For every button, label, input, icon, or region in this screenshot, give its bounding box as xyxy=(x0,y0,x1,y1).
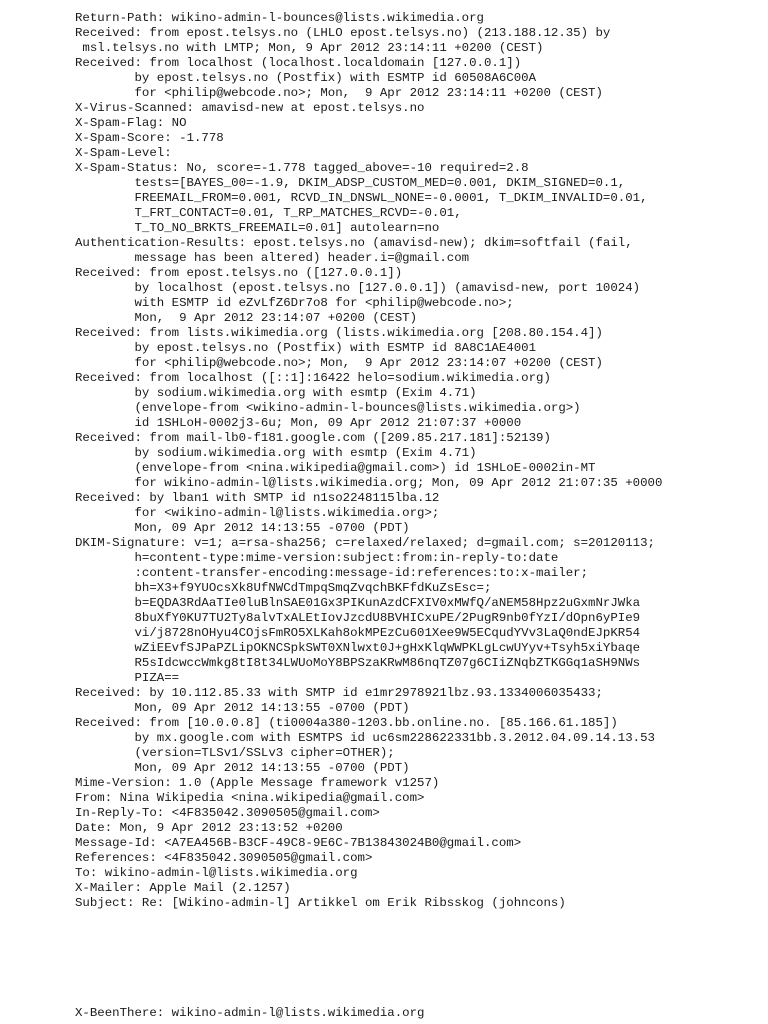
header-line: id 1SHLoH-0002j3-6u; Mon, 09 Apr 2012 21:07:37 +0000 xyxy=(75,416,522,430)
email-headers-block xyxy=(75,11,755,911)
header-line: Authentication-Results: epost.telsys.no (amavisd-new); dkim=softfail (fail, xyxy=(75,236,633,250)
header-line: message has been altered) header.i=@gmail.com xyxy=(75,251,470,265)
header-line: Received: by 10.112.85.33 with SMTP id e1mr2978921lbz.93.1334006035433; xyxy=(75,686,603,700)
header-line: by epost.telsys.no (Postfix) with ESMTP id 60508A6C00A xyxy=(75,71,537,85)
header-line: msl.telsys.no with LMTP; Mon, 9 Apr 2012 23:14:11 +0200 (CEST) xyxy=(75,41,544,55)
header-line: Received: from lists.wikimedia.org (lists.wikimedia.org [208.80.154.4]) xyxy=(75,326,603,340)
header-line: DKIM-Signature: v=1; a=rsa-sha256; c=relaxed/relaxed; d=gmail.com; s=20120113; xyxy=(75,536,655,550)
header-line: (envelope-from <nina.wikipedia@gmail.com>) id 1SHLoE-0002in-MT xyxy=(75,461,596,475)
header-line: In-Reply-To: <4F835042.3090505@gmail.com> xyxy=(75,806,380,820)
header-line: Received: by lban1 with SMTP id n1so2248115lba.12 xyxy=(75,491,440,505)
header-line: for <philip@webcode.no>; Mon, 9 Apr 2012 23:14:07 +0200 (CEST) xyxy=(75,356,603,370)
header-line: X-Spam-Flag: NO xyxy=(75,116,187,130)
header-line: Subject: Re: [Wikino-admin-l] Artikkel om Erik Ribsskog (johncons) xyxy=(75,896,566,910)
header-line: X-Spam-Level: xyxy=(75,146,172,160)
header-line: X-Spam-Score: -1.778 xyxy=(75,131,224,145)
header-line: Received: from epost.telsys.no ([127.0.0.1]) xyxy=(75,266,403,280)
header-line: Mon, 09 Apr 2012 14:13:55 -0700 (PDT) xyxy=(75,521,410,535)
header-line: Mon, 09 Apr 2012 14:13:55 -0700 (PDT) xyxy=(75,701,410,715)
header-line: b=EQDA3RdAaTIe0luBlnSAE01Gx3PIKunAzdCFXIV0xMWfQ/aNEM58Hpz2uGxmNrJWka xyxy=(75,596,641,610)
header-line: vi/j8728nOHyu4COjsFmRO5XLKah8okMPEzCu601Xee9W5ECqudYVv3LaQ0ndEJpKR54 xyxy=(75,626,641,640)
header-line: :content-transfer-encoding:message-id:references:to:x-mailer; xyxy=(75,566,589,580)
header-line: From: Nina Wikipedia <nina.wikipedia@gmail.com> xyxy=(75,791,425,805)
header-line: R5sIdcwccWmkg8tI8t34LWUoMoY8BPSzaKRwM86nqTZ07g6CIiZNqbZTKGGq1aSH9NWs xyxy=(75,656,641,670)
header-line: wZiEEvfSJPaPZLipOKNCSpkSWT0XNlwxt0J+gHxKlqWWPKLgLcwUYyv+Tsyh5xiYbaqe xyxy=(75,641,641,655)
header-line: by sodium.wikimedia.org with esmtp (Exim 4.71) xyxy=(75,386,477,400)
header-line: Mon, 9 Apr 2012 23:14:07 +0200 (CEST) xyxy=(75,311,418,325)
header-line: Return-Path: wikino-admin-l-bounces@lists.wikimedia.org xyxy=(75,11,484,25)
header-line: for <philip@webcode.no>; Mon, 9 Apr 2012 23:14:11 +0200 (CEST) xyxy=(75,86,603,100)
header-line: by epost.telsys.no (Postfix) with ESMTP id 8A8C1AE4001 xyxy=(75,341,537,355)
header-line: Date: Mon, 9 Apr 2012 23:13:52 +0200 xyxy=(75,821,343,835)
header-line: for <wikino-admin-l@lists.wikimedia.org>; xyxy=(75,506,440,520)
header-line: Message-Id: <A7EA456B-B3CF-49C8-9E6C-7B13843024B0@gmail.com> xyxy=(75,836,522,850)
header-line: tests=[BAYES_00=-1.9, DKIM_ADSP_CUSTOM_MED=0.001, DKIM_SIGNED=0.1, xyxy=(75,176,626,190)
header-line: bh=X3+f9YUOcsXk8UfNWCdTmpqSmqZvqchBKFfdKuZsEsc=; xyxy=(75,581,492,595)
header-line: Received: from epost.telsys.no (LHLO epost.telsys.no) (213.188.12.35) by xyxy=(75,26,611,40)
header-line: Received: from localhost (localhost.localdomain [127.0.0.1]) xyxy=(75,56,522,70)
header-line: (version=TLSv1/SSLv3 cipher=OTHER); xyxy=(75,746,395,760)
header-line: by mx.google.com with ESMTPS id uc6sm228622331bb.3.2012.04.09.14.13.53 xyxy=(75,731,655,745)
header-line: Mon, 09 Apr 2012 14:13:55 -0700 (PDT) xyxy=(75,761,410,775)
header-line: for wikino-admin-l@lists.wikimedia.org; Mon, 09 Apr 2012 21:07:35 +0000 xyxy=(75,476,663,490)
header-line: (envelope-from <wikino-admin-l-bounces@lists.wikimedia.org>) xyxy=(75,401,581,415)
header-line: T_FRT_CONTACT=0.01, T_RP_MATCHES_RCVD=-0.01, xyxy=(75,206,462,220)
header-line: FREEMAIL_FROM=0.001, RCVD_IN_DNSWL_NONE=-0.0001, T_DKIM_INVALID=0.01, xyxy=(75,191,648,205)
header-line: References: <4F835042.3090505@gmail.com> xyxy=(75,851,373,865)
header-line: by localhost (epost.telsys.no [127.0.0.1]) (amavisd-new, port 10024) xyxy=(75,281,641,295)
header-line: Received: from mail-lb0-f181.google.com ([209.85.217.181]:52139) xyxy=(75,431,551,445)
header-line: by sodium.wikimedia.org with esmtp (Exim 4.71) xyxy=(75,446,477,460)
header-line: X-Spam-Status: No, score=-1.778 tagged_above=-10 required=2.8 xyxy=(75,161,529,175)
header-line: Mime-Version: 1.0 (Apple Message framework v1257) xyxy=(75,776,440,790)
header-line: h=content-type:mime-version:subject:from:in-reply-to:date xyxy=(75,551,559,565)
header-line: Received: from localhost ([::1]:16422 helo=sodium.wikimedia.org) xyxy=(75,371,551,385)
x-beenthere-header-line: X-BeenThere: wikino-admin-l@lists.wikimedia.org xyxy=(75,1006,425,1020)
header-line: with ESMTP id eZvLfZ6Dr7o8 for <philip@webcode.no>; xyxy=(75,296,514,310)
header-line: T_TO_NO_BRKTS_FREEMAIL=0.01] autolearn=no xyxy=(75,221,440,235)
header-line: X-Mailer: Apple Mail (2.1257) xyxy=(75,881,291,895)
header-line: Received: from [10.0.0.8] (ti0004a380-1203.bb.online.no. [85.166.61.185]) xyxy=(75,716,618,730)
header-line: X-Virus-Scanned: amavisd-new at epost.telsys.no xyxy=(75,101,425,115)
header-line: To: wikino-admin-l@lists.wikimedia.org xyxy=(75,866,358,880)
header-line: 8buXfY0KU7TU2Ty8alvTxALEtIovJzcdU8BVHICxuPE/2PugR9nb0fYzI/dOpn6yPIe9 xyxy=(75,611,641,625)
header-line: PIZA== xyxy=(75,671,180,685)
